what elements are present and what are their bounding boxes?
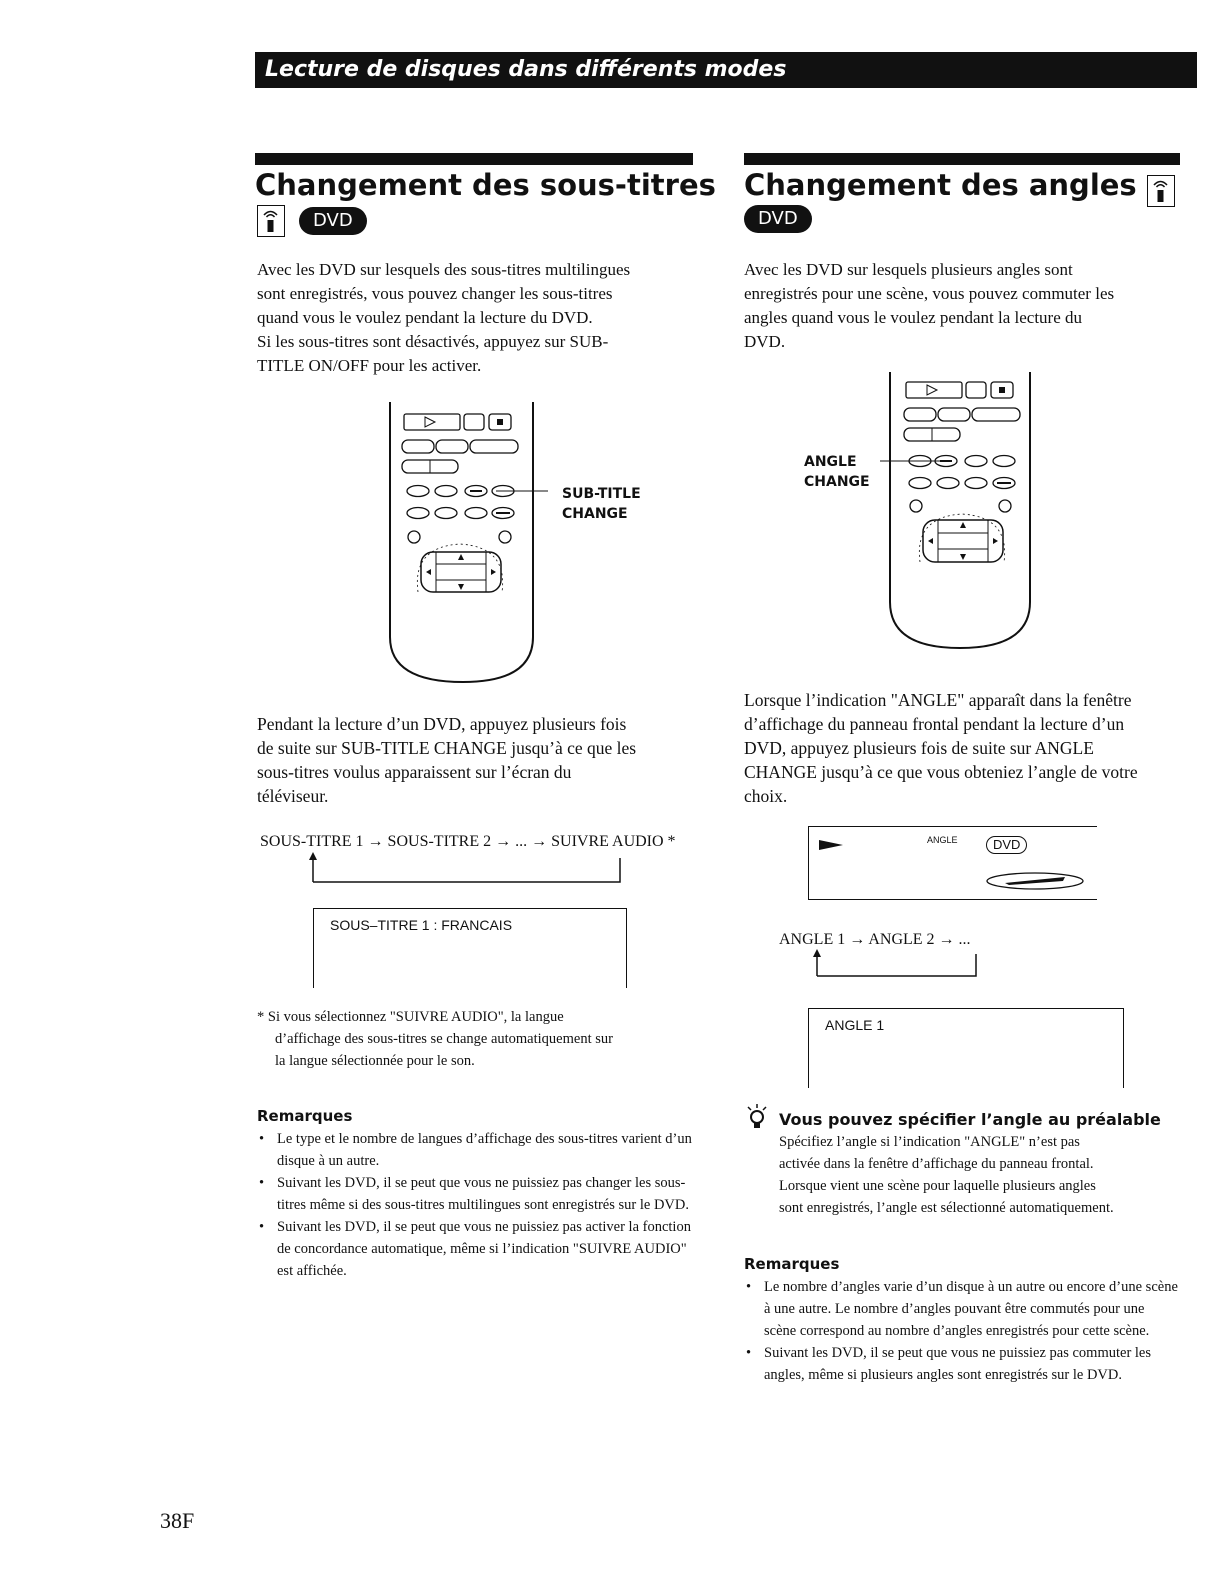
tip-text: Spécifiez l’angle si l’indication "ANGLE" n’est pas activée dans la fenêtre d’affichage du panneau frontal. Lorsque vient une scène pour laquelle plusieurs angles sont enregistrés, l’angle est sélectionné automatiquement. [779, 1134, 1114, 1216]
remote-illustration-subtitle [388, 402, 548, 692]
display-dvd-indicator: DVD [986, 836, 1027, 854]
tip-title: Vous pouvez spécifier l’angle au préalable [779, 1110, 1161, 1129]
left-footnote: * Si vous sélectionnez "SUIVRE AUDIO", la langue d’affichage des sous-titres se change automatiquement sur la langue sélectionnée pour le son. [257, 1009, 613, 1069]
angle-sequence: ANGLE 1 → ANGLE 2 → ... [779, 931, 971, 948]
play-indicator-icon [819, 839, 843, 851]
remote-illustration-angle [880, 372, 1040, 662]
right-badges [744, 205, 812, 233]
subtitle-screen-display [313, 908, 627, 988]
angle-screen-text: ANGLE 1 [825, 1017, 885, 1033]
dvd-badge: DVD [299, 207, 367, 235]
right-remarks-list [744, 1276, 1180, 1386]
list-item: • Le nombre d’angles varie d’un disque à un autre ou encore d’une scène à une autre. Le nombre d’angles pouvant être commutés pour une scène correspond au nombre d’angles enregistrés pour cette scène. [744, 1276, 1180, 1342]
left-badges [257, 205, 367, 237]
list-item: • Le type et le nombre de langues d’affichage des sous-titres varient d’un disque à un autre. [257, 1128, 697, 1172]
left-remarks-title: Remarques [257, 1107, 353, 1125]
left-instruction: Pendant la lecture d’un DVD, appuyez plusieurs fois de suite sur SUB-TITLE CHANGE jusqu’à ce que les sous-titres voulus apparaissent sur l’écran du téléviseur. [257, 714, 637, 806]
left-heading-rule [255, 153, 693, 165]
right-remarks-title: Remarques [744, 1255, 840, 1273]
list-item: • Suivant les DVD, il se peut que vous ne puissiez pas changer les sous-titres même si des sous-titres multilingues sont enregistrés sur le DVD. [257, 1172, 697, 1216]
angle-loop-arrow [808, 948, 983, 980]
right-instruction: Lorsque l’indication "ANGLE" apparaît dans la fenêtre d’affichage du panneau frontal pendant la lecture d’un DVD, appuyez plusieurs fois de suite sur ANGLE CHANGE jusqu’à ce que vous obteniez l’angle de votre choix. [744, 690, 1138, 806]
subtitle-sequence: SOUS-TITRE 1 → SOUS-TITRE 2 → ... → SUIVRE AUDIO * [260, 833, 676, 850]
display-angle-indicator: ANGLE [927, 835, 958, 845]
right-title: Changement des angles [744, 168, 1137, 202]
dvd-badge: DVD [744, 205, 812, 233]
right-heading-rule [744, 153, 1180, 165]
remote-icon [257, 205, 285, 237]
lightbulb-icon [744, 1104, 770, 1132]
remote-icon [1147, 175, 1175, 207]
right-intro: Avec les DVD sur lesquels plusieurs angles sont enregistrés pour une scène, vous pouvez commuter les angles quand vous le voulez pendant la lecture du DVD. [744, 260, 1115, 351]
left-title: Changement des sous-titres [255, 168, 716, 202]
subtitle-change-label: SUB-TITLE CHANGE [562, 486, 641, 522]
subtitle-screen-text: SOUS–TITRE 1 : FRANCAIS [330, 917, 513, 933]
subtitle-loop-arrow [300, 850, 630, 886]
list-item: • Suivant les DVD, il se peut que vous ne puissiez pas commuter les angles, même si plusieurs angles sont enregistrés sur le DVD. [744, 1342, 1180, 1386]
section-banner: Lecture de disques dans différents modes [255, 52, 1197, 88]
left-remarks-list [257, 1128, 697, 1282]
angle-screen-display [808, 1008, 1124, 1088]
right-title-row [744, 168, 1175, 207]
front-panel-display [808, 826, 1097, 900]
angle-change-label: ANGLE CHANGE [804, 454, 870, 490]
list-item: • Suivant les DVD, il se peut que vous ne puissiez pas activer la fonction de concordance automatique, même si l’indication "SUIVRE AUDIO" est affichée. [257, 1216, 697, 1282]
left-intro: Avec les DVD sur lesquels des sous-titres multilingues sont enregistrés, vous pouvez changer les sous-titres quand vous le voulez pendant la lecture du DVD. Si les sous-titres sont désactivés, appuyez sur SUB- TITLE ON/OFF pour les activer. [257, 260, 631, 375]
disc-indicator-icon [985, 871, 1085, 891]
page-number: 38F [160, 1508, 195, 1533]
